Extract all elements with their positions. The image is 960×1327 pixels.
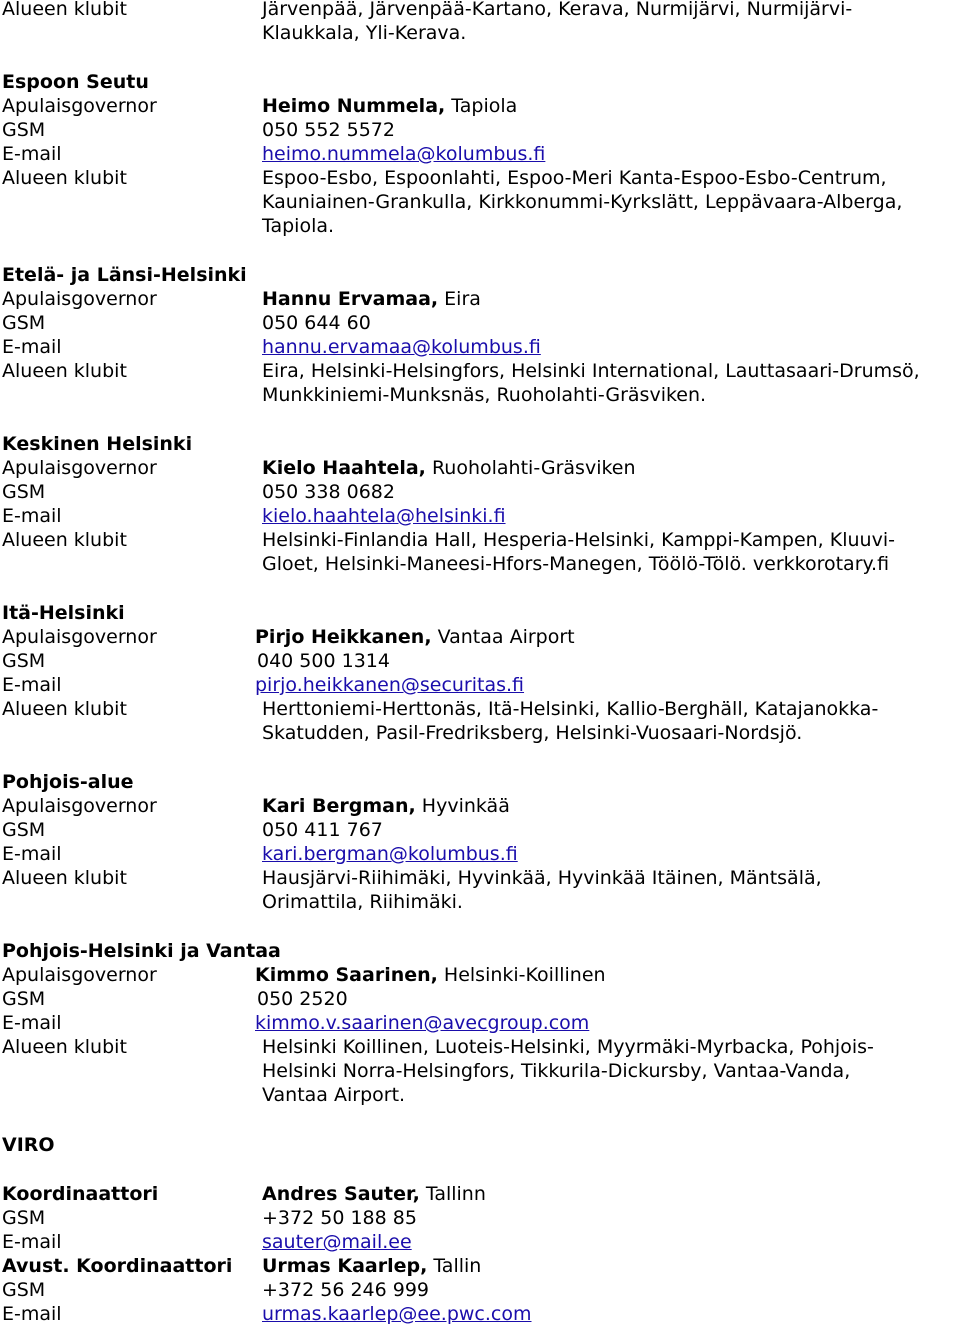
email-link[interactable]: kielo.haahtela@helsinki.fi [262, 505, 506, 527]
area-clubs-label: Alueen klubit [2, 167, 127, 189]
assistant-coordinator-place: Tallin [427, 1255, 482, 1277]
gsm-number: 050 644 60 [262, 312, 371, 334]
area-clubs-label: Alueen klubit [2, 1036, 127, 1058]
assistant-governor-label: Apulaisgovernor [2, 288, 157, 310]
clubs-row-cont [2, 1059, 958, 1083]
coordinator-place: Tallinn [419, 1183, 486, 1205]
assistant-governor-row [2, 287, 958, 311]
email-row [2, 842, 958, 866]
gsm-number: 050 338 0682 [262, 481, 395, 503]
clubs-row [2, 166, 958, 190]
assistant-coordinator-label: Avust. Koordinaattori [2, 1255, 233, 1277]
clubs-text: Helsinki Norra-Helsingfors, Tikkurila-Dickursby, Vantaa-Vanda, [262, 1060, 851, 1082]
email-link[interactable]: kari.bergman@kolumbus.fi [262, 843, 518, 865]
assistant-governor-row [2, 625, 958, 649]
clubs-text: Hausjärvi-Riihimäki, Hyvinkää, Hyvinkää Itäinen, Mäntsälä, [262, 867, 822, 889]
governor-name: Pirjo Heikkanen, [255, 626, 432, 648]
email-row [2, 142, 958, 166]
assistant-governor-value [262, 456, 636, 480]
gsm-label: GSM [2, 1207, 46, 1229]
clubs-text: Orimattila, Riihimäki. [262, 891, 463, 913]
section-heading-ita-helsinki: Itä-Helsinki [2, 602, 125, 624]
gsm-label: GSM [2, 1279, 46, 1301]
assistant-governor-value [262, 794, 510, 818]
clubs-text: Munkkiniemi-Munksnäs, Ruoholahti-Gräsviken. [262, 384, 707, 406]
governor-place: Vantaa Airport [431, 626, 575, 648]
assistant-governor-label: Apulaisgovernor [2, 964, 157, 986]
email-label: E-mail [2, 674, 62, 696]
gsm-number: 050 2520 [257, 988, 348, 1010]
section-heading-viro: VIRO [2, 1134, 55, 1156]
gsm-row [2, 818, 958, 842]
area-clubs-label: Alueen klubit [2, 867, 127, 889]
section-heading-pohjois-alue: Pohjois-alue [2, 771, 134, 793]
clubs-text: Helsinki Koillinen, Luoteis-Helsinki, Myyrmäki-Myrbacka, Pohjois- [262, 1036, 874, 1058]
email-link[interactable]: sauter@mail.ee [262, 1231, 412, 1253]
gsm-row [2, 480, 958, 504]
clubs-row-cont [2, 721, 958, 745]
assistant-governor-row [2, 794, 958, 818]
clubs-text: Järvenpää, Järvenpää-Kartano, Kerava, Nurmijärvi, Nurmijärvi- [262, 0, 853, 20]
email-row [2, 335, 958, 359]
clubs-row-cont [2, 552, 958, 576]
email-label: E-mail [2, 1303, 62, 1325]
email-label: E-mail [2, 1231, 62, 1253]
top-clubs-line-2 [2, 21, 958, 45]
area-clubs-label: Alueen klubit [2, 360, 127, 382]
clubs-row-cont [2, 383, 958, 407]
email-label: E-mail [2, 1012, 62, 1034]
governor-name: Heimo Nummela, [262, 95, 446, 117]
gsm-number: 050 411 767 [262, 819, 383, 841]
clubs-text: Tapiola. [262, 215, 335, 237]
clubs-row-cont [2, 1083, 958, 1107]
email-link[interactable]: kimmo.v.saarinen@avecgroup.com [255, 1012, 590, 1034]
email-row [2, 1230, 958, 1254]
assistant-governor-value [255, 963, 606, 987]
section-heading-keskinen-helsinki: Keskinen Helsinki [2, 433, 193, 455]
area-clubs-label: Alueen klubit [2, 0, 127, 20]
clubs-row-cont [2, 214, 958, 238]
gsm-row [2, 311, 958, 335]
clubs-row [2, 1035, 958, 1059]
email-row [2, 504, 958, 528]
email-label: E-mail [2, 143, 62, 165]
clubs-text: Helsinki-Finlandia Hall, Hesperia-Helsinki, Kamppi-Kampen, Kluuvi- [262, 529, 895, 551]
governor-place: Tapiola [445, 95, 518, 117]
clubs-row [2, 359, 958, 383]
assistant-governor-value [262, 94, 517, 118]
gsm-label: GSM [2, 312, 46, 334]
assistant-governor-value [255, 625, 575, 649]
assistant-coordinator-value [262, 1254, 481, 1278]
gsm-number: 050 552 5572 [262, 119, 395, 141]
email-link[interactable]: urmas.kaarlep@ee.pwc.com [262, 1303, 532, 1325]
area-clubs-label: Alueen klubit [2, 698, 127, 720]
clubs-row [2, 697, 958, 721]
governor-place: Eira [438, 288, 481, 310]
gsm-number: +372 56 246 999 [262, 1279, 430, 1301]
gsm-label: GSM [2, 819, 46, 841]
clubs-row-cont [2, 190, 958, 214]
gsm-row [2, 118, 958, 142]
email-row [2, 1011, 958, 1035]
assistant-governor-row [2, 963, 958, 987]
email-link[interactable]: heimo.nummela@kolumbus.fi [262, 143, 546, 165]
governor-name: Kielo Haahtela, [262, 457, 426, 479]
clubs-text: Vantaa Airport. [262, 1084, 406, 1106]
email-label: E-mail [2, 505, 62, 527]
clubs-row-cont [2, 890, 958, 914]
email-link[interactable]: hannu.ervamaa@kolumbus.fi [262, 336, 541, 358]
governor-place: Ruoholahti-Gräsviken [425, 457, 636, 479]
coordinator-name: Andres Sauter, [262, 1183, 420, 1205]
assistant-governor-label: Apulaisgovernor [2, 795, 157, 817]
assistant-coordinator-row [2, 1254, 958, 1278]
clubs-row [2, 866, 958, 890]
assistant-governor-row [2, 94, 958, 118]
top-clubs-line-1 [2, 0, 958, 21]
clubs-text: Herttoniemi-Herttonäs, Itä-Helsinki, Kallio-Berghäll, Katajanokka- [262, 698, 879, 720]
governor-name: Hannu Ervamaa, [262, 288, 439, 310]
gsm-row [2, 649, 958, 673]
clubs-text: Eira, Helsinki-Helsingfors, Helsinki International, Lauttasaari-Drumsö, [262, 360, 920, 382]
assistant-governor-label: Apulaisgovernor [2, 457, 157, 479]
coordinator-label: Koordinaattori [2, 1183, 159, 1205]
governor-place: Helsinki-Koillinen [437, 964, 606, 986]
gsm-row [2, 1278, 958, 1302]
assistant-governor-label: Apulaisgovernor [2, 95, 157, 117]
email-label: E-mail [2, 336, 62, 358]
coordinator-row [2, 1182, 958, 1206]
gsm-number: +372 50 188 85 [262, 1207, 417, 1229]
assistant-coordinator-name: Urmas Kaarlep, [262, 1255, 428, 1277]
gsm-label: GSM [2, 650, 46, 672]
section-heading-espoon-seutu: Espoon Seutu [2, 71, 149, 93]
gsm-number: 040 500 1314 [257, 650, 390, 672]
clubs-text: Espoo-Esbo, Espoonlahti, Espoo-Meri Kanta-Espoo-Esbo-Centrum, [262, 167, 887, 189]
clubs-text: Gloet, Helsinki-Maneesi-Hfors-Manegen, Töölö-Tölö. verkkorotary.fi [262, 553, 890, 575]
area-clubs-label: Alueen klubit [2, 529, 127, 551]
gsm-label: GSM [2, 481, 46, 503]
clubs-text: Klaukkala, Yli-Kerava. [262, 22, 467, 44]
governor-name: Kimmo Saarinen, [255, 964, 438, 986]
coordinator-value [262, 1182, 486, 1206]
governor-place: Hyvinkää [415, 795, 510, 817]
clubs-text: Kauniainen-Grankulla, Kirkkonummi-Kyrkslätt, Leppävaara-Alberga, [262, 191, 903, 213]
email-row [2, 673, 958, 697]
gsm-label: GSM [2, 988, 46, 1010]
email-label: E-mail [2, 843, 62, 865]
email-row [2, 1302, 958, 1326]
clubs-row [2, 528, 958, 552]
section-heading-pohjois-helsinki-ja-vantaa: Pohjois-Helsinki ja Vantaa [2, 940, 281, 962]
governor-name: Kari Bergman, [262, 795, 416, 817]
assistant-governor-row [2, 456, 958, 480]
assistant-governor-value [262, 287, 481, 311]
assistant-governor-label: Apulaisgovernor [2, 626, 157, 648]
clubs-text: Skatudden, Pasil-Fredriksberg, Helsinki-Vuosaari-Nordsjö. [262, 722, 803, 744]
gsm-label: GSM [2, 119, 46, 141]
gsm-row [2, 987, 958, 1011]
email-link[interactable]: pirjo.heikkanen@securitas.fi [255, 674, 525, 696]
section-heading-etela-ja-lansi-helsinki: Etelä- ja Länsi-Helsinki [2, 264, 247, 286]
gsm-row [2, 1206, 958, 1230]
